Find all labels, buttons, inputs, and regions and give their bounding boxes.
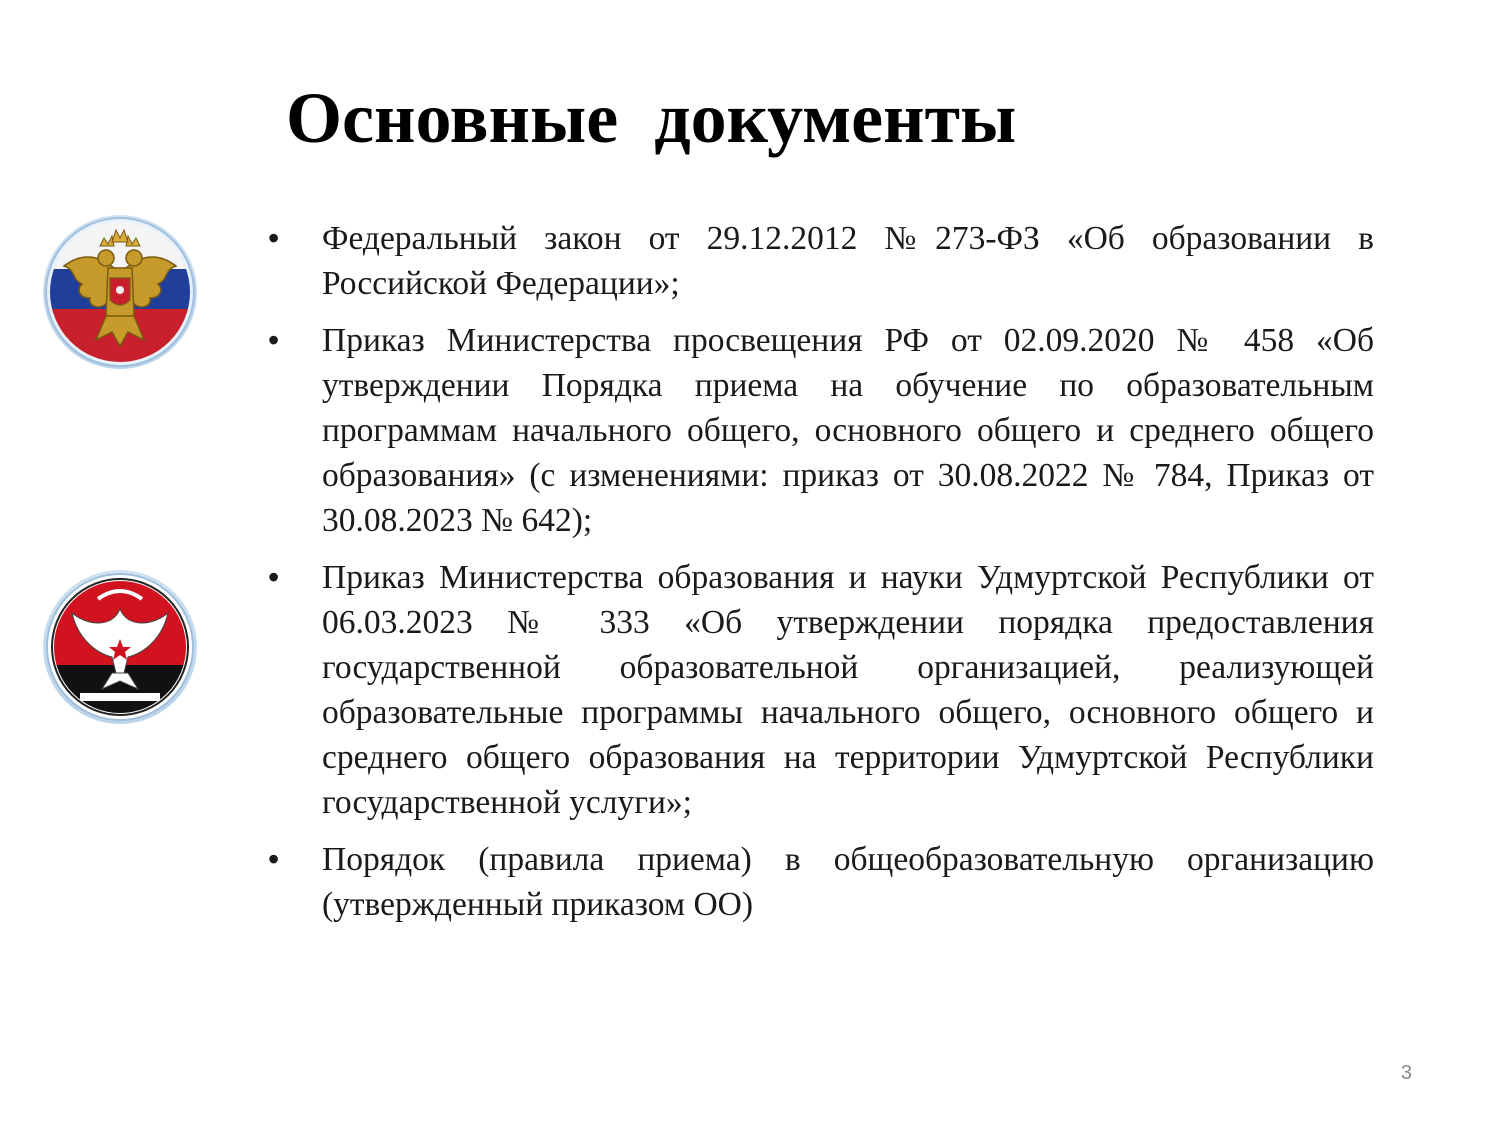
bullet: • <box>268 220 280 256</box>
bullet: • <box>268 559 280 595</box>
document-text: Порядок (правила приема) в общеобразовательную организацию (утвержденный приказом ОО) <box>322 841 1374 923</box>
list-item <box>268 318 1374 543</box>
document-text: Приказ Министерства образования и науки Удмуртской Республики от 06.03.2023 № 333 «Об утверждении порядка предоставления государственной образовательной организацией, реализующей образовательные программы начального общего, основного общего и среднего общего образования на территории Удмуртской Республики государственной услуги»; <box>322 559 1374 821</box>
slide-title: Основные документы <box>286 78 1017 158</box>
bullet: • <box>268 322 280 358</box>
list-item <box>268 216 1374 306</box>
russia-coat-of-arms-icon <box>42 214 198 370</box>
udmurtia-coat-of-arms-icon <box>42 569 198 725</box>
documents-list <box>268 216 1374 939</box>
page-number: 3 <box>1400 1062 1412 1084</box>
list-item <box>268 837 1374 927</box>
document-text: Федеральный закон от 29.12.2012 №273-ФЗ «Об образовании в Российской Федерации»; <box>322 220 1374 302</box>
document-text: Приказ Министерства просвещения РФ от 02.09.2020 № 458 «Об утверждении Порядка приема на обучение по образовательным программам начального общего, основного общего и среднего общего образования» (с изменениями: приказ от 30.08.2022 № 784, Приказ от 30.08.2023 № 642); <box>322 322 1374 539</box>
bullet: • <box>268 841 280 877</box>
list-item <box>268 555 1374 825</box>
